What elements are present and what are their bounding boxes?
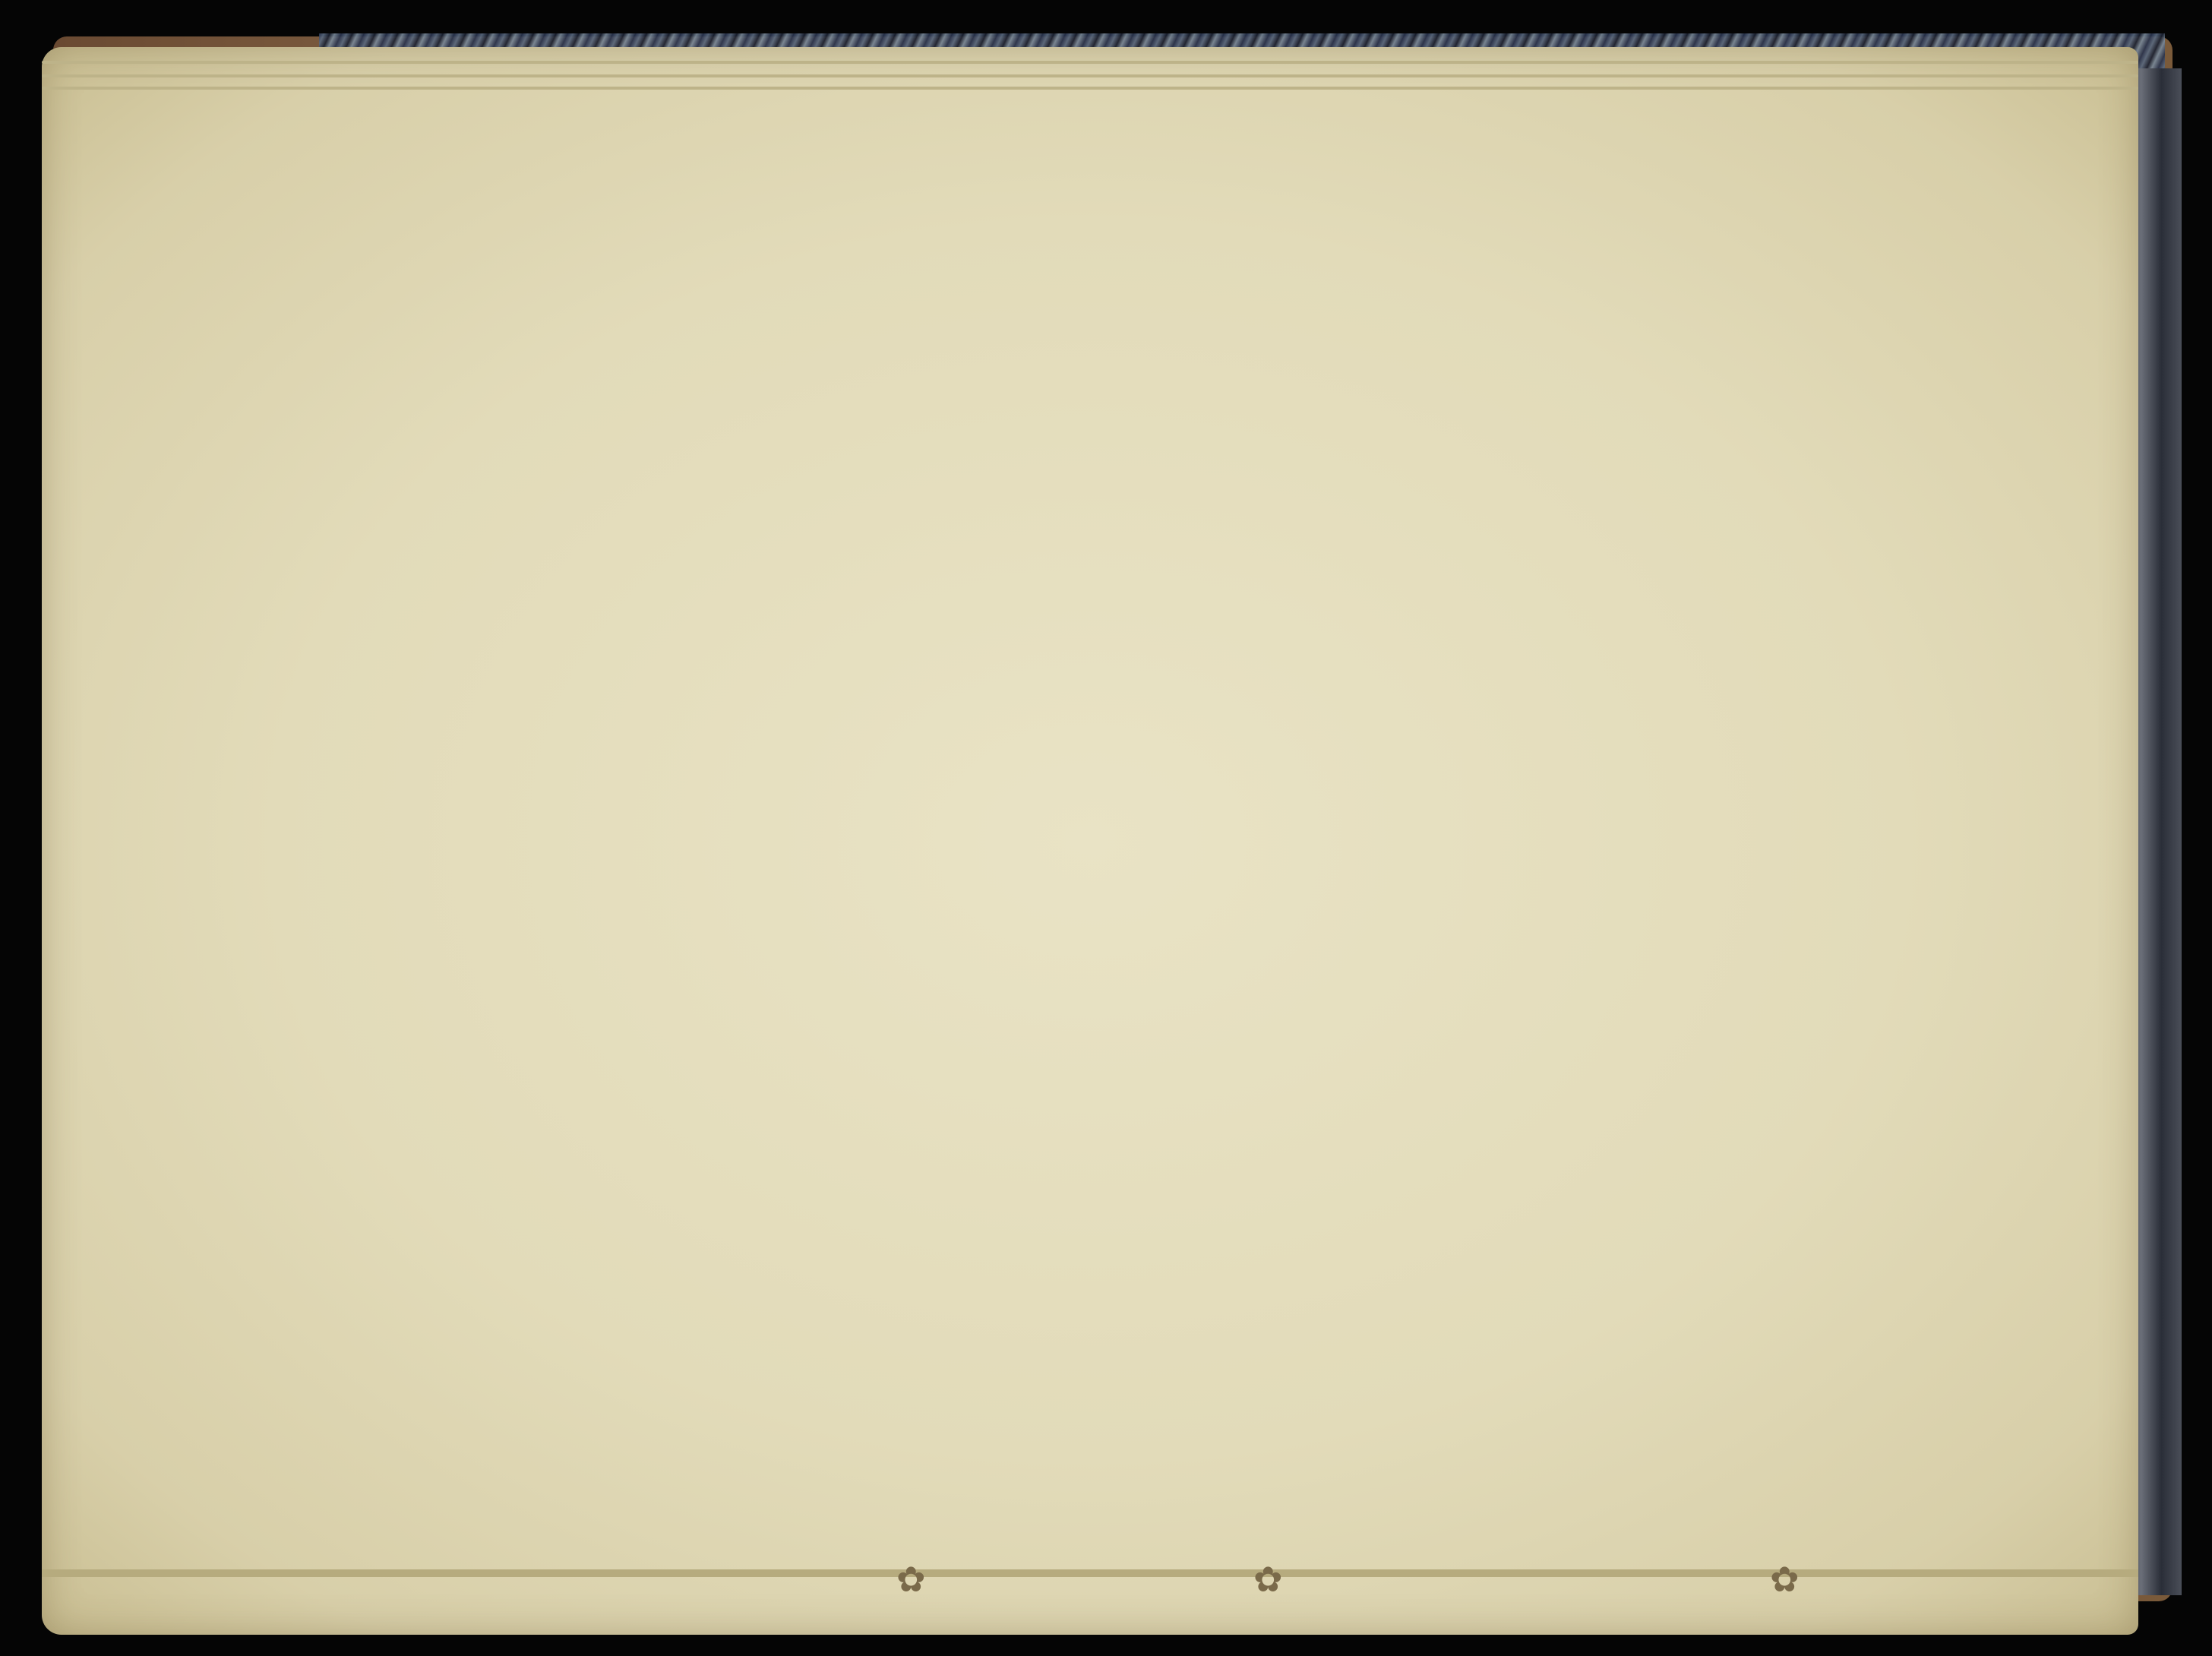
book-page: [42, 47, 2138, 1635]
page-stack-line: [42, 87, 2138, 90]
binding-stitch-icon: ✿: [1770, 1559, 1800, 1600]
binding-stitch-icon: ✿: [896, 1559, 926, 1600]
page-gutter: [42, 1569, 2138, 1577]
rotated-text-block: [0, 1421, 76, 1656]
page-stack-line: [42, 74, 2138, 77]
page-stack-line: [42, 61, 2138, 64]
binding-stitch-icon: ✿: [1253, 1559, 1283, 1600]
